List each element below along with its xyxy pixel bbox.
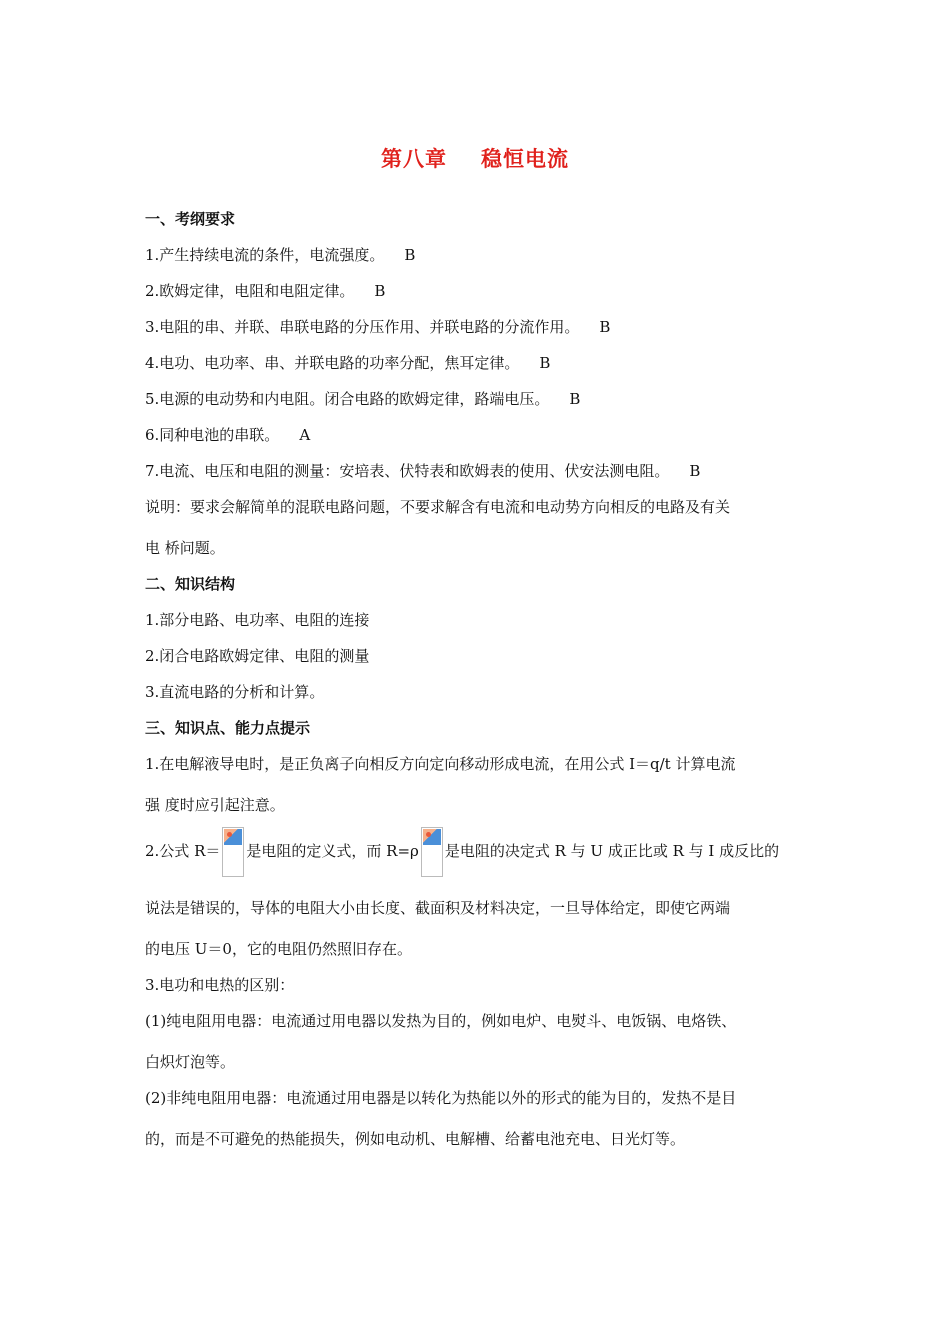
grade-label: B — [404, 246, 416, 264]
point-3-1-line-1: (1)纯电阻用电器：电流通过用电器以发热为目的，例如电炉、电熨斗、电饭锅、电烙铁、 — [145, 1012, 737, 1030]
section-heading-key-points: 三、知识点、能力点提示 — [145, 719, 311, 737]
point-3-2-line-2: 的，而是不可避免的热能损失，例如电动机、电解槽、给蓄电池充电、日光灯等。 — [145, 1130, 686, 1148]
syllabus-item-4: 4.电功、电功率、串、并联电路的功率分配，焦耳定律。 B — [145, 354, 551, 372]
point-1-line-2: 强 度时应引起注意。 — [145, 796, 285, 814]
syllabus-item-2: 2.欧姆定律，电阻和电阻定律。 B — [145, 282, 386, 300]
section-heading-structure: 二、知识结构 — [145, 575, 236, 593]
grade-label: A — [299, 426, 311, 444]
syllabus-note-line-2: 电 桥问题。 — [145, 539, 225, 557]
structure-item-1: 1.部分电路、电功率、电阻的连接 — [145, 611, 370, 629]
title-topic: 稳恒电流 — [481, 147, 569, 171]
point-3-1-line-2: 白炽灯泡等。 — [145, 1053, 236, 1071]
title-chapter: 第八章 — [381, 147, 447, 171]
grade-label: B — [599, 318, 611, 336]
syllabus-note-line-1: 说明：要求会解简单的混联电路问题，不要求解含有电流和电动势方向相反的电路及有关 — [145, 498, 731, 516]
page-title — [0, 143, 950, 173]
grade-label: B — [689, 462, 701, 480]
point-2-line-1 — [145, 826, 815, 876]
syllabus-item-1: 1.产生持续电流的条件，电流强度。 B — [145, 246, 416, 264]
formula-text-a: 2.公式 R＝ — [145, 842, 221, 860]
point-1-line-1: 1.在电解液导电时，是正负离子向相反方向定向移动形成电流，在用公式 I＝q/t 计算电流 — [145, 755, 736, 773]
section-heading-syllabus: 一、考纲要求 — [145, 210, 236, 228]
structure-item-3: 3.直流电路的分析和计算。 — [145, 683, 325, 701]
syllabus-item-7: 7.电流、电压和电阻的测量：安培表、伏特表和欧姆表的使用、伏安法测电阻。 B — [145, 462, 701, 480]
formula-text-c: 是电阻的决定式 R 与 U 成正比或 R 与 I 成反比的 — [444, 842, 780, 860]
point-2-line-3: 的电压 U＝0，它的电阻仍然照旧存在。 — [145, 940, 412, 958]
grade-label: B — [569, 390, 581, 408]
grade-label: B — [374, 282, 386, 300]
formula-image-icon — [421, 827, 443, 877]
grade-label: B — [539, 354, 551, 372]
point-3-2-line-1: (2)非纯电阻用电器：电流通过用电器是以转化为热能以外的形式的能为目的，发热不是目 — [145, 1089, 737, 1107]
formula-image-icon — [222, 827, 244, 877]
syllabus-item-6: 6.同种电池的串联。 A — [145, 426, 311, 444]
syllabus-item-3: 3.电阻的串、并联、串联电路的分压作用、并联电路的分流作用。 B — [145, 318, 611, 336]
structure-item-2: 2.闭合电路欧姆定律、电阻的测量 — [145, 647, 370, 665]
point-3-heading: 3.电功和电热的区别： — [145, 976, 295, 994]
syllabus-item-5: 5.电源的电动势和内电阻。闭合电路的欧姆定律，路端电压。 B — [145, 390, 581, 408]
point-2-line-2: 说法是错误的，导体的电阻大小由长度、截面积及材料决定，一旦导体给定，即使它两端 — [145, 899, 731, 917]
formula-text-b: 是电阻的定义式，而 R=ρ — [246, 842, 419, 860]
